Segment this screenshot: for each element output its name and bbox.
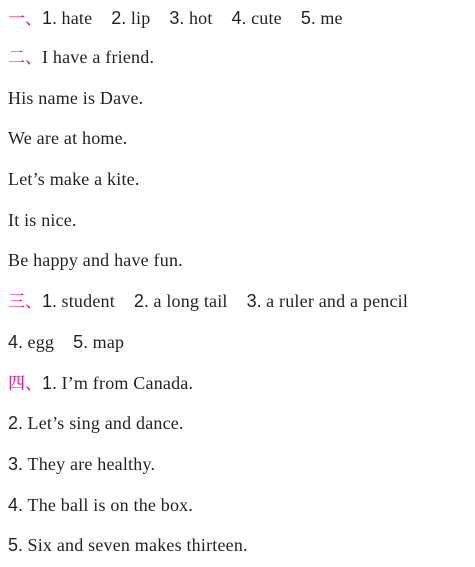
item-text: They are healthy. xyxy=(27,453,156,474)
section-2-line-4 xyxy=(8,159,470,200)
item-number: 2. xyxy=(111,8,127,28)
item-text: lip xyxy=(130,8,151,28)
section-3-line-1 xyxy=(8,281,470,322)
sentence: We are at home. xyxy=(8,128,128,149)
section-4-label: 四、 xyxy=(8,373,42,394)
section-4-line-5 xyxy=(8,525,470,566)
item-text: egg xyxy=(27,331,55,352)
section-2-line-2 xyxy=(8,78,470,119)
s1-item-4 xyxy=(232,0,282,37)
section-2-line-1 xyxy=(8,37,470,78)
s3-item-1 xyxy=(42,281,115,322)
item-number: 1. xyxy=(42,291,58,312)
sentence: It is nice. xyxy=(8,209,77,230)
item-text: I’m from Canada. xyxy=(61,372,194,393)
s1-item-1 xyxy=(42,0,92,37)
item-text: Six and seven makes thirteen. xyxy=(27,535,248,556)
item-number: 4. xyxy=(8,331,24,352)
item-text: student xyxy=(61,291,115,312)
item-text: me xyxy=(320,8,343,28)
item-text: Let’s sing and dance. xyxy=(27,413,184,434)
item-text: hate xyxy=(61,8,93,28)
item-number: 2. xyxy=(8,413,24,434)
sentence: Be happy and have fun. xyxy=(8,250,183,271)
s1-item-2 xyxy=(111,0,150,37)
item-number: 3. xyxy=(246,291,262,312)
section-4-line-1 xyxy=(8,363,470,404)
section-2-label: 二、 xyxy=(8,48,42,68)
section-3-label: 三、 xyxy=(8,292,42,313)
s3-item-3 xyxy=(247,281,408,322)
section-2-line-3 xyxy=(8,118,470,159)
item-text: a long tail xyxy=(153,291,228,312)
item-number: 5. xyxy=(73,331,89,352)
section-3-line-2 xyxy=(8,322,470,363)
sentence: His name is Dave. xyxy=(8,87,144,108)
section-4-line-4 xyxy=(8,485,470,526)
section-1-label: 一、 xyxy=(8,9,42,29)
item-number: 5. xyxy=(8,535,24,556)
item-number: 1. xyxy=(42,8,58,28)
item-text: hot xyxy=(188,8,213,28)
item-number: 5. xyxy=(300,8,316,28)
item-number: 3. xyxy=(8,453,24,474)
item-text: cute xyxy=(251,8,282,28)
s3-item-5 xyxy=(73,322,124,363)
item-text: The ball is on the box. xyxy=(27,494,194,515)
item-number: 1. xyxy=(42,372,58,393)
section-2-line-5 xyxy=(8,200,470,241)
s1-item-5 xyxy=(301,0,343,37)
item-number: 2. xyxy=(133,291,149,312)
sentence: I have a friend. xyxy=(42,47,155,67)
item-number: 3. xyxy=(169,8,185,28)
s3-item-2 xyxy=(134,281,228,322)
section-1-line xyxy=(8,0,470,37)
section-4-line-2 xyxy=(8,403,470,444)
item-number: 4. xyxy=(231,8,247,28)
section-4-line-3 xyxy=(8,444,470,485)
item-text: map xyxy=(92,331,125,352)
s1-item-3 xyxy=(169,0,212,37)
item-text: a ruler and a pencil xyxy=(266,291,409,312)
sentence: Let’s make a kite. xyxy=(8,169,140,190)
answer-key xyxy=(8,0,470,566)
s3-item-4 xyxy=(8,322,54,363)
item-number: 4. xyxy=(8,494,24,515)
section-2-line-6 xyxy=(8,240,470,281)
